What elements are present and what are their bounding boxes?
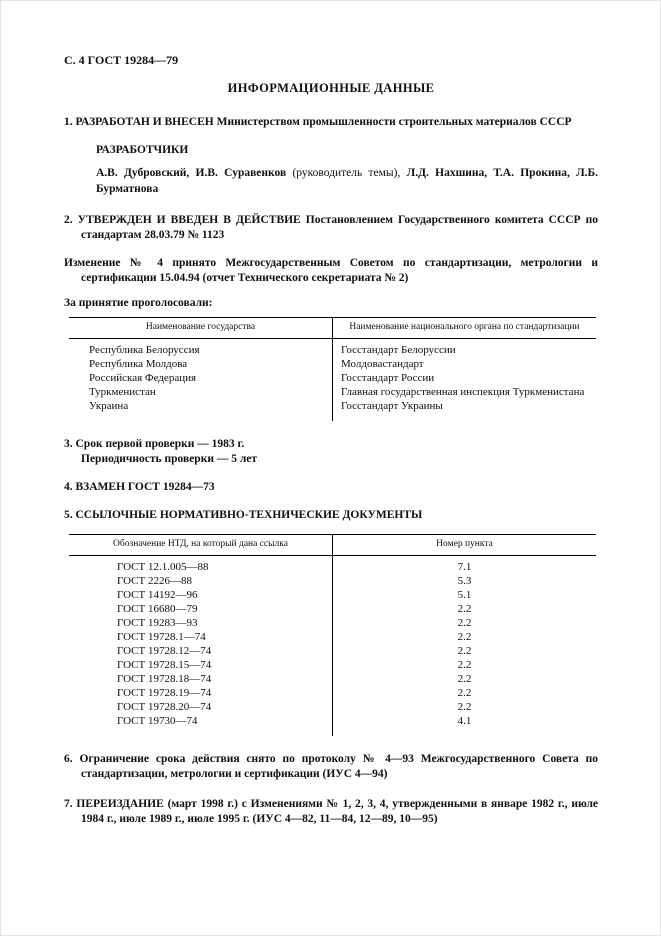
ntd-cell: ГОСТ 19728.20—74 bbox=[69, 701, 333, 715]
ntd-cell: ГОСТ 16680—79 bbox=[69, 603, 333, 617]
table-row bbox=[69, 372, 596, 386]
clause-cell: 2.2 bbox=[457, 616, 472, 629]
vote-table-header-row bbox=[69, 317, 596, 338]
item-5: 5. ССЫЛОЧНЫЕ НОРМАТИВНО-ТЕХНИЧЕСКИЕ ДОКУМЕНТЫ bbox=[64, 509, 423, 522]
clause-cell: 2.2 bbox=[457, 644, 472, 657]
table-row bbox=[69, 603, 596, 617]
ntd-cell: ГОСТ 19728.18—74 bbox=[69, 673, 333, 687]
page-title: ИНФОРМАЦИОННЫЕ ДАННЫЕ bbox=[227, 81, 435, 95]
table-row bbox=[69, 645, 596, 659]
clause-cell: 4.1 bbox=[457, 714, 472, 727]
table-row bbox=[69, 358, 596, 372]
clause-cell: 2.2 bbox=[457, 658, 472, 671]
refs-table-header-ntd: Обозначение НТД, на который дана ссылка bbox=[69, 534, 333, 555]
ntd-cell: ГОСТ 19728.15—74 bbox=[69, 659, 333, 673]
table-row bbox=[69, 575, 596, 589]
state-cell: Украина bbox=[69, 400, 333, 421]
ntd-cell: ГОСТ 12.1.005—88 bbox=[69, 555, 333, 574]
developers-heading: РАЗРАБОТЧИКИ bbox=[96, 144, 189, 157]
table-row bbox=[69, 673, 596, 687]
ntd-cell: ГОСТ 14192—96 bbox=[69, 589, 333, 603]
item-4: 4. ВЗАМЕН ГОСТ 19284—73 bbox=[64, 481, 215, 494]
developers-part1: А.В. Дубровский, И.В. Суравенков bbox=[96, 167, 287, 180]
clause-cell: 5.3 bbox=[457, 574, 472, 587]
clause-cell: 5.1 bbox=[457, 588, 472, 601]
item-2: 2. УТВЕРЖДЕН И ВВЕДЕН В ДЕЙСТВИЕ Постановлением Государственного комитета СССР по стандартам 28.03.79 № 1123 bbox=[64, 213, 598, 242]
developers-list bbox=[96, 166, 598, 198]
clause-cell: 2.2 bbox=[457, 672, 472, 685]
table-row bbox=[69, 386, 596, 400]
vote-table-header-state: Наименование государства bbox=[69, 317, 333, 338]
item-3-line2: Периодичность проверки — 5 лет bbox=[81, 452, 258, 465]
item-1: 1. РАЗРАБОТАН И ВНЕСЕН Министерством промышленности строительных материалов СССР bbox=[64, 116, 572, 128]
table-row bbox=[69, 631, 596, 645]
clause-cell: 2.2 bbox=[457, 602, 472, 615]
ntd-cell: ГОСТ 19728.1—74 bbox=[69, 631, 333, 645]
state-cell: Туркменистан bbox=[69, 386, 333, 400]
table-row bbox=[69, 589, 596, 603]
item-3-line1: 3. Срок первой проверки — 1983 г. bbox=[64, 437, 245, 450]
state-cell: Республика Белоруссия bbox=[69, 338, 333, 357]
state-cell: Российская Федерация bbox=[69, 372, 333, 386]
ntd-cell: ГОСТ 2226—88 bbox=[69, 575, 333, 589]
org-cell: Главная государственная инспекция Туркменистана bbox=[341, 385, 585, 398]
amendment-note: Изменение № 4 принято Межгосударственным Советом по стандартизации, метрологии и сертификации 15.04.94 (отчет Технического секретариата № 2) bbox=[64, 257, 598, 285]
vote-heading: За принятие проголосовали: bbox=[64, 296, 213, 309]
clause-cell: 2.2 bbox=[457, 686, 472, 699]
table-row bbox=[69, 659, 596, 673]
org-cell: Госстандарт Украины bbox=[341, 399, 443, 412]
ntd-cell: ГОСТ 19283—93 bbox=[69, 617, 333, 631]
page-header: С. 4 ГОСТ 19284—79 bbox=[64, 53, 179, 67]
developers-part2: (руководитель темы), bbox=[292, 167, 401, 180]
vote-table-header-org: Наименование национального органа по стандартизации bbox=[333, 317, 597, 338]
table-row bbox=[69, 400, 596, 421]
table-row bbox=[69, 687, 596, 701]
table-row bbox=[69, 701, 596, 715]
vote-table bbox=[69, 317, 596, 421]
state-cell: Республика Молдова bbox=[69, 358, 333, 372]
ntd-cell: ГОСТ 19728.19—74 bbox=[69, 687, 333, 701]
table-row bbox=[69, 617, 596, 631]
ntd-cell: ГОСТ 19728.12—74 bbox=[69, 645, 333, 659]
table-row bbox=[69, 555, 596, 574]
item-7: 7. ПЕРЕИЗДАНИЕ (март 1998 г.) с Изменениями № 1, 2, 3, 4, утвержденными в январе 1982 г., июле 1984 г., июле 1989 г., июле 1995 г. (ИУС 4—82, 11—84, 12—89, 10—95) bbox=[64, 797, 598, 826]
org-cell: Госстандарт Белоруссии bbox=[341, 343, 456, 356]
refs-table-header-row bbox=[69, 534, 596, 555]
table-row bbox=[69, 338, 596, 357]
clause-cell: 2.2 bbox=[457, 630, 472, 643]
refs-table-header-clause: Номер пункта bbox=[333, 534, 597, 555]
item-3 bbox=[64, 437, 598, 467]
org-cell: Молдовастандарт bbox=[341, 357, 424, 370]
table-row bbox=[69, 715, 596, 736]
ntd-cell: ГОСТ 19730—74 bbox=[69, 715, 333, 736]
clause-cell: 2.2 bbox=[457, 700, 472, 713]
org-cell: Госстандарт России bbox=[341, 371, 435, 384]
developers-part3: Л.Д. Нахшина, Т.А. Прокина, Л.Б. Бурматнова bbox=[96, 167, 599, 196]
item-6: 6. Ограничение срока действия снято по протоколу № 4—93 Межгосударственного Совета по стандартизации, метрологии и сертификации (ИУС 4—94) bbox=[64, 752, 598, 780]
references-table bbox=[69, 534, 596, 736]
clause-cell: 7.1 bbox=[457, 560, 472, 573]
